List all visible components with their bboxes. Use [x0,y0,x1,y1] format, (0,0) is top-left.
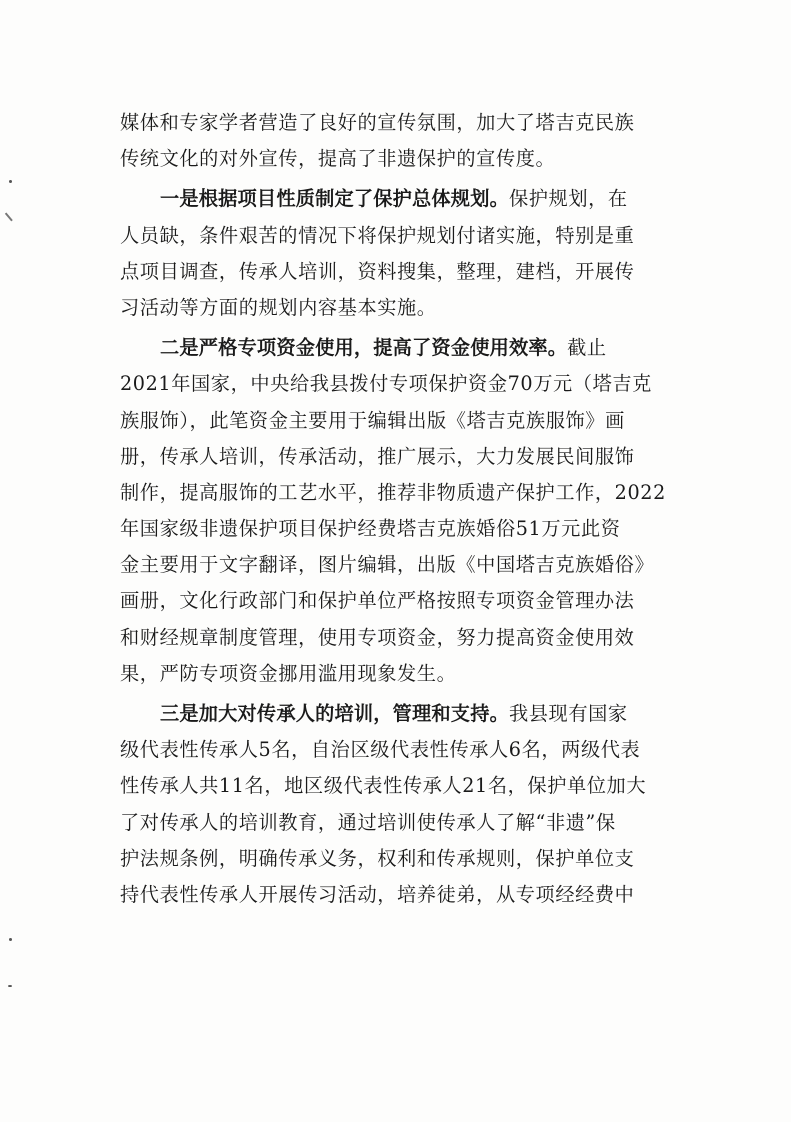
body-text [120,105,676,913]
paragraph-heading: 三是加大对传承人的培训，管理和支持。 [160,702,509,725]
paragraph-continuation [120,105,676,177]
paragraph-lead-text: 我县现有国家 [508,702,628,725]
paragraph-first-line [120,330,676,366]
text-line: 持代表性传承人开展传习活动，培养徒弟，从专项经经费中 [120,882,635,906]
paragraph-first-line [120,696,676,732]
paragraph-lead-text: 保护规划，在 [508,187,628,211]
text-line: 册，传承人培训，传承活动，推广展示，大力发展民间服饰 [120,444,635,468]
text-line: 2021年国家，中央给我县拨付专项保护资金70万元（塔吉克 [120,372,652,396]
text-line: 金主要用于文字翻译，图片编辑，出版《中国塔吉克族婚俗》 [120,553,655,577]
scan-scratch [5,212,13,221]
text-line: 画册，文化行政部门和保护单位严格按照专项资金管理办法 [120,589,635,613]
text-line: 人员缺，条件艰苦的情况下将保护规划付诸实施，特别是重 [120,223,635,247]
text-line: 制作，提高服饰的工艺水平，推荐非物质遗产保护工作，2022 [120,480,666,504]
text-line: 年国家级非遗保护项目保护经费塔吉克族婚俗51万元此资 [120,517,621,541]
scan-speck [9,180,12,183]
text-line: 族服饰），此笔资金主要用于编辑出版《塔吉克族服饰》画 [120,408,625,432]
paragraph-planning [120,181,676,326]
text-line: 媒体和专家学者营造了良好的宣传氛围，加大了塔吉克民族 [120,111,635,134]
text-line: 性传承人共11名，地区级代表性传承人21名，保护单位加大 [120,774,647,798]
paragraph-inheritors [120,696,676,913]
scan-speck [8,985,12,987]
text-line: 了对传承人的培训教育，通过培训使传承人了解“非遗”保 [120,810,616,834]
text-line: 习活动等方面的规划内容基本实施。 [120,295,437,319]
text-line: 和财经规章制度管理，使用专项资金，努力提高资金使用效 [120,625,635,649]
paragraph-heading: 一是根据项目性质制定了保护总体规划。 [160,187,509,211]
paragraph-heading: 二是严格专项资金使用，提高了资金使用效率。 [160,336,568,360]
text-line: 果，严防专项资金挪用滥用现象发生。 [120,661,457,685]
text-line: 传统文化的对外宣传，提高了非遗保护的宣传度。 [120,147,556,171]
paragraph-first-line [120,181,676,217]
text-line: 级代表性传承人5名，自治区级代表性传承人6名，两级代表 [120,738,641,762]
paragraph-funding [120,330,676,692]
text-line: 护法规条例，明确传承义务，权利和传承规则，保护单位支 [120,846,635,870]
paragraph-lead-text: 截止 [567,336,607,360]
text-line: 点项目调查，传承人培训，资料搜集，整理，建档，开展传 [120,259,635,283]
scan-speck [9,938,12,941]
